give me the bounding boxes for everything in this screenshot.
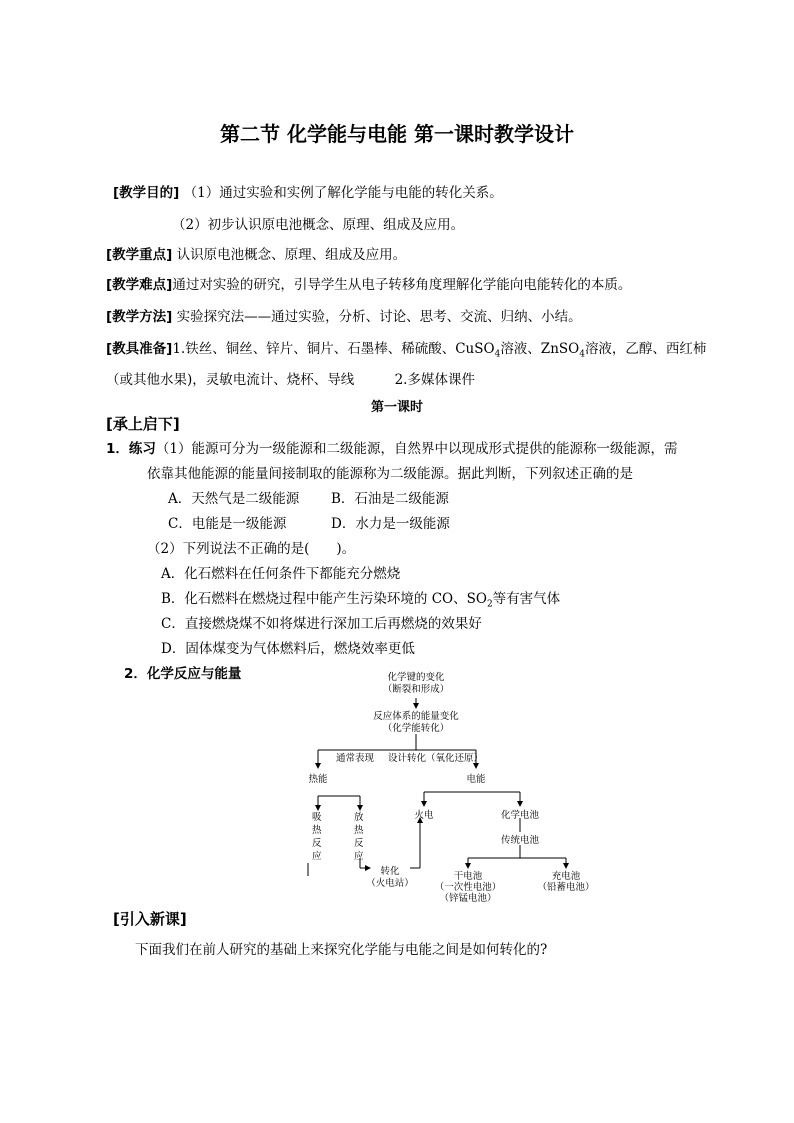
node-dry-battery-sub2: （锌锰电池）	[439, 893, 497, 904]
materials-line2-b: 2.多媒体课件	[394, 372, 475, 388]
label-usual: 通常表现	[336, 753, 375, 764]
q1-line1-text: （1）能源可分为一级能源和二级能源，自然界中以现成形式提供的能源称一级能源，需	[155, 441, 678, 457]
sub-4: 4	[494, 349, 501, 360]
materials-text-c: 溶液，乙醇、西红柿	[584, 341, 707, 357]
q1-option-a: A．天然气是二级能源	[168, 491, 300, 507]
node-absorb-1: 吸	[312, 812, 322, 823]
energy-flow-diagram	[298, 668, 598, 906]
objectives-label: [教学目的]	[113, 185, 180, 201]
q1-option-c: C．电能是一级能源	[168, 516, 287, 532]
node-bond-change-sub: （断裂和形成）	[382, 684, 450, 695]
node-energy-change: 反应体系的能量变化	[373, 711, 459, 722]
q2-option-b-tail: 等有害气体	[492, 591, 561, 607]
reaction-energy-heading: 2．化学反应与能量	[124, 666, 242, 682]
section-new-heading: [引入新课]	[113, 910, 187, 928]
key-points-text: 认识原电池概念、原理、组成及应用。	[176, 247, 407, 263]
node-absorb-3: 反	[312, 838, 322, 849]
node-dry-battery: 干电池	[453, 871, 483, 882]
node-heat: 热能	[308, 774, 328, 785]
node-energy-change-sub: （化学能转化）	[382, 723, 450, 734]
label-designed: 设计转化（氧化还原）	[388, 753, 484, 764]
q1-option-b: B．石油是二级能源	[331, 491, 449, 507]
node-bond-change: 化学键的变化	[387, 672, 445, 683]
key-points	[106, 243, 406, 263]
q2-option-b-text: B．化石燃料在燃烧过程中能产生污染环境的 CO、SO	[161, 591, 487, 607]
node-recharge-battery-sub: （铅蓄电池）	[537, 882, 595, 893]
objective-1: （1）通过实验和实例了解化学能与电能的转化关系。	[183, 185, 503, 201]
q1-option-d: D．水力是一级能源	[331, 516, 450, 532]
q2-option-b	[161, 587, 560, 610]
materials-line-1	[106, 337, 706, 360]
sub-2: 2	[486, 599, 493, 610]
methods	[106, 305, 582, 325]
q2-option-c: C．直接燃烧煤不如将煤进行深加工后再燃烧的效果好	[161, 616, 482, 632]
page-title: 第二节 化学能与电能 第一课时教学设计	[220, 122, 574, 146]
node-dry-battery-sub1: （一次性电池）	[434, 882, 502, 893]
lesson-heading: 第一课时	[370, 400, 423, 415]
methods-label: [教学方法]	[106, 309, 173, 325]
exercise-q1-line-1	[106, 437, 678, 457]
node-convert: 转化	[380, 866, 400, 877]
node-electric: 电能	[466, 774, 486, 785]
difficulties-label: [教学难点]	[106, 277, 173, 293]
new-lesson-text: 下面我们在前人研究的基础上来探究化学能与电能之间是如何转化的?	[135, 942, 548, 958]
key-points-label: [教学重点]	[106, 247, 173, 263]
exercise-number: 1．练习	[106, 441, 156, 457]
methods-text: 实验探究法——通过实验，分析、讨论、思考、交流、归纳、小结。	[176, 309, 582, 325]
objective-2: （2）初步认识原电池概念、原理、组成及应用。	[172, 217, 465, 233]
node-release-1: 放	[354, 812, 364, 823]
node-chem-battery: 化学电池	[500, 810, 540, 821]
materials-line2-text: （或其他水果)，灵敏电流计、烧杯、导线	[106, 372, 355, 388]
objectives-line-1	[113, 181, 503, 201]
difficulties-text: 通过对实验的研究，引导学生从电子转移角度理解化学能向电能转化的本质。	[172, 277, 632, 293]
node-thermal-power: 火电	[414, 810, 434, 821]
node-release-3: 反	[354, 838, 364, 849]
node-absorb-4: 应	[312, 851, 322, 862]
difficulties	[106, 273, 631, 293]
sub-4: 4	[579, 349, 585, 360]
materials-line-2	[106, 368, 475, 388]
q2-option-d: D．固体煤变为气体燃料后，燃烧效率更低	[161, 641, 415, 657]
node-traditional-battery: 传统电池	[500, 835, 540, 846]
materials-text-b: 溶液、ZnSO	[500, 341, 580, 357]
section-review-heading: [承上启下]	[106, 415, 180, 433]
node-convert-sub: （火电站）	[366, 878, 414, 889]
q2-stem: （2）下列说法不正确的是( )。	[147, 541, 356, 557]
q1-line-2: 依靠其他能源的能量间接制取的能源称为二级能源。据此判断，下列叙述正确的是	[147, 466, 633, 482]
q2-option-a: A．化石燃料在任何条件下都能充分燃烧	[161, 566, 401, 582]
node-release-4: 应	[354, 851, 364, 862]
node-absorb-2: 热	[312, 825, 322, 836]
materials-text-a: 1.铁丝、铜丝、锌片、铜片、石墨棒、稀硫酸、CuSO	[172, 341, 495, 357]
materials-label: [教具准备]	[106, 341, 173, 357]
node-release-2: 热	[354, 825, 364, 836]
node-recharge-battery: 充电池	[551, 871, 581, 882]
